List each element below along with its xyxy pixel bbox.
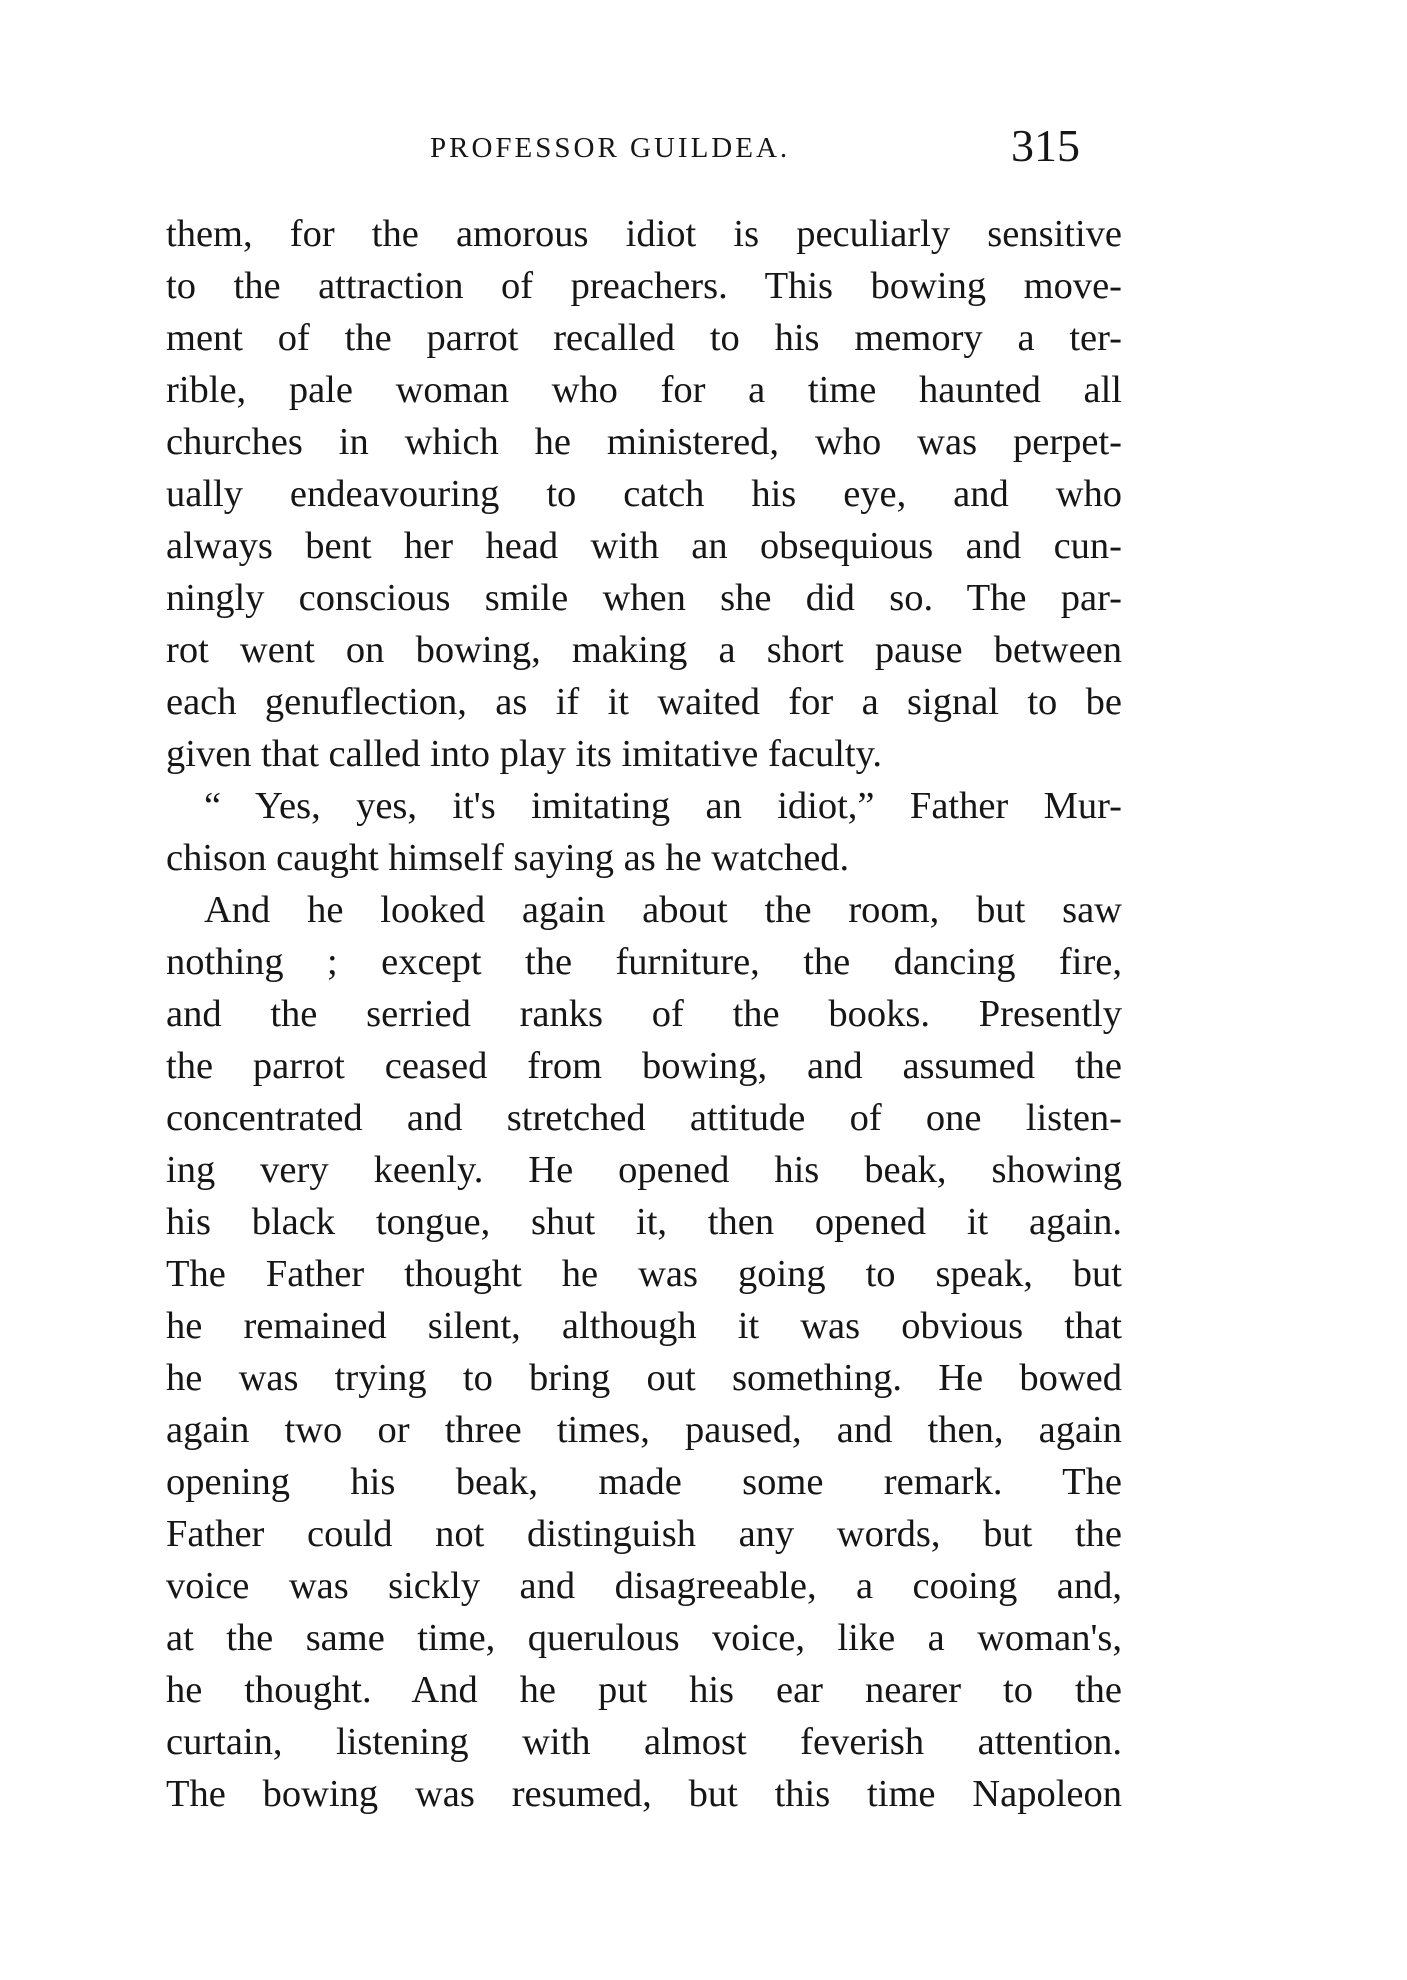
running-head <box>170 118 1120 178</box>
paragraph-start-line: And he looked again about the room, but saw <box>204 889 1122 931</box>
text-line: Father could not distinguish any words, but the <box>166 1513 1122 1555</box>
text-line: rot went on bowing, making a short pause between <box>166 629 1122 671</box>
text-line: each genuflection, as if it waited for a signal to be <box>166 681 1122 723</box>
text-line: curtain, listening with almost feverish attention. <box>166 1721 1122 1763</box>
text-line: he remained silent, although it was obvious that <box>166 1305 1122 1347</box>
text-line: them, for the amorous idiot is peculiarly sensitive <box>166 213 1122 255</box>
text-line: nothing ; except the furniture, the dancing fire, <box>166 941 1122 983</box>
page-number: 315 <box>1011 120 1080 171</box>
text-line: ment of the parrot recalled to his memory a ter- <box>166 317 1122 359</box>
text-line: voice was sickly and disagreeable, a cooing and, <box>166 1565 1122 1607</box>
text-line: the parrot ceased from bowing, and assumed the <box>166 1045 1122 1087</box>
text-line: ningly conscious smile when she did so. The par- <box>166 577 1122 619</box>
text-line: rible, pale woman who for a time haunted all <box>166 369 1122 411</box>
text-line: concentrated and stretched attitude of one listen- <box>166 1097 1122 1139</box>
text-line: again two or three times, paused, and then, again <box>166 1409 1122 1451</box>
text-line: he thought. And he put his ear nearer to the <box>166 1669 1122 1711</box>
text-line: always bent her head with an obsequious and cun- <box>166 525 1122 567</box>
text-line: at the same time, querulous voice, like a woman's, <box>166 1617 1122 1659</box>
text-line: opening his beak, made some remark. The <box>166 1461 1122 1503</box>
paragraph-end-line: given that called into play its imitative faculty. <box>166 733 882 775</box>
text-line: he was trying to bring out something. He bowed <box>166 1357 1122 1399</box>
text-line: and the serried ranks of the books. Presently <box>166 993 1122 1035</box>
text-line: his black tongue, shut it, then opened it again. <box>166 1201 1122 1243</box>
text-line: churches in which he ministered, who was perpet- <box>166 421 1122 463</box>
text-line: The Father thought he was going to speak, but <box>166 1253 1122 1295</box>
text-line: to the attraction of preachers. This bowing move- <box>166 265 1122 307</box>
paragraph-end-line: chison caught himself saying as he watched. <box>166 837 850 879</box>
paragraph-start-line: “ Yes, yes, it's imitating an idiot,” Father Mur- <box>204 785 1122 827</box>
text-line: The bowing was resumed, but this time Napoleon <box>166 1773 1122 1815</box>
text-line: ually endeavouring to catch his eye, and who <box>166 473 1122 515</box>
body-text <box>166 208 1122 1820</box>
text-line: ing very keenly. He opened his beak, showing <box>166 1149 1122 1191</box>
running-title: PROFESSOR GUILDEA. <box>430 132 791 164</box>
